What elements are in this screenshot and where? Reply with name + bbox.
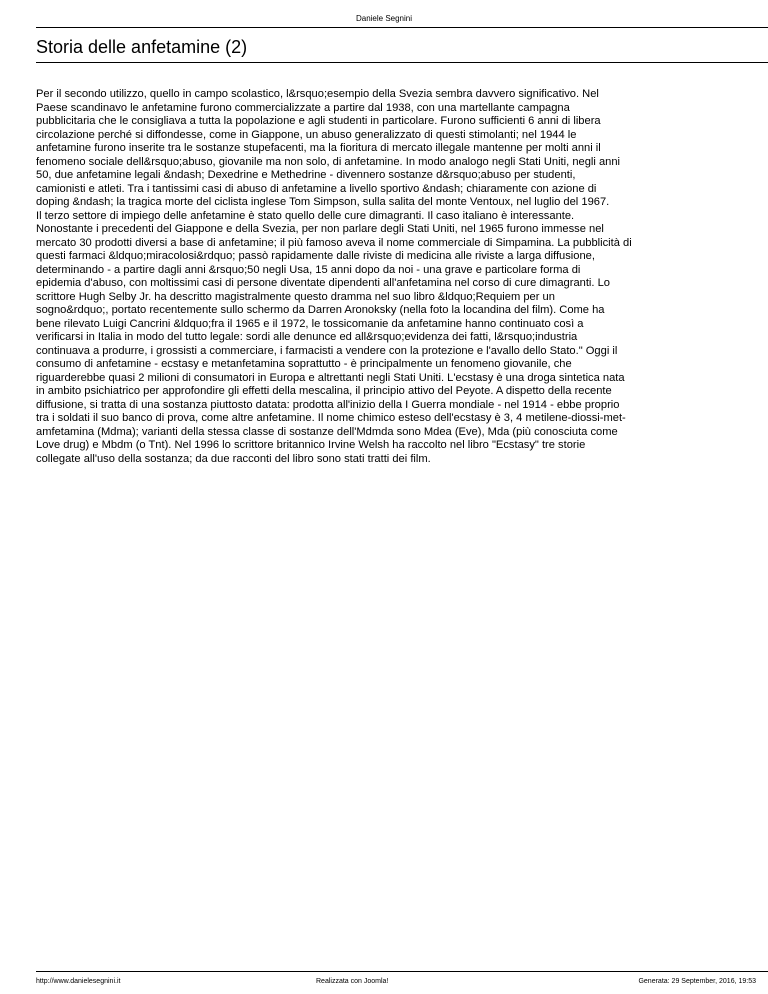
footer-generated-date: Generata: 29 September, 2016, 19:53	[638, 978, 756, 985]
header-divider	[36, 27, 768, 28]
article-body: Per il secondo utilizzo, quello in campo scolastico, l&rsquo;esempio della Svezia sembra davvero significativo. Nel Paese scandinavo le anfetamine furono commercializzate a partire dal 1938, con una martellante campagna pubblicitaria che le consigliava a tutta la popolazione e agli studenti in particolare. Furono sufficienti 6 anni di libera circolazione perché si diffondesse, come in Giappone, un abuso generalizzato di questi stimolanti; nel 1944 le anfetamine furono inserite tra le sostanze stupefacenti, ma la fioritura di mercato illegale mantenne per molti anni il fenomeno sociale dell&rsquo;abuso, giovanile ma non solo, di anfetamine. In modo analogo negli Stati Uniti, negli anni 50, due anfetamine legali &ndash; Dexedrine e Methedrine - divennero sostanze d&rsquo;abuso per studenti, camionisti e atleti. Tra i tantissimi casi di abuso di anfetamine a livello sportivo &ndash; chiaramente con azione di doping &ndash; la tragica morte del ciclista inglese Tom Simpson, sulla salita del monte Ventoux, nel luglio del 1967. Il terzo settore di impiego delle anfetamine è stato quello delle cure dimagranti. Il caso italiano è interessante. Nonostante i precedenti del Giappone e della Svezia, per non parlare degli Stati Uniti, nel 1965 furono immesse nel mercato 30 prodotti diversi a base di anfetamine; il più famoso aveva il nome commerciale di Simpamina. La pubblicità di questi farmaci &ldquo;miracolosi&rdquo; passò rapidamente dalle riviste di medicina alle riviste a larga diffusione, determinando - a partire dagli anni &rsquo;50 negli Usa, 15 anni dopo da noi - una grave e particolare forma di epidemia d'abuso, con moltissimi casi di persone diventate dipendenti all'anfetamina nel corso di cure dimagranti. Lo scrittore Hugh Selby Jr. ha descritto magistralmente questo dramma nel suo libro &ldquo;Requiem per un sogno&rdquo;, portato recentemente sullo schermo da Darren Aronoksky (nella foto la locandina del film). Come ha bene rilevato Luigi Cancrini &ldquo;fra il 1965 e il 1972, le tossicomanie da anfetamine hanno continuato così a verificarsi in Italia in modo del tutto legale: sordi alle denunce ed all&rsquo;evidenza dei fatti, l&rsquo;industria continuava a produrre, i grossisti a commerciare, i farmacisti a vendere con la protezione e l'avallo dello Stato." Oggi il consumo di anfetamine - ecstasy e metanfetamina soprattutto - è principalmente un fenomeno giovanile, che riguarderebbe quasi 2 milioni di consumatori in Europa e altrettanti negli Stati Uniti. L'ecstasy è una droga sintetica nata in ambito psichiatrico per approfondire gli effetti della mescalina, il principio attivo del Peyote. A dispetto della recente diffusione, si tratta di una sostanza piuttosto datata: prodotta all'inizio della I Guerra mondiale - nel 1914 - ebbe proprio tra i soldati il suo banco di prova, come altre anfetamine. Il nome chimico esteso dell'ecstasy è 3, 4 metilene-diossi-met- amfetamina (Mdma); varianti della stessa classe di sostanze dell'Mdmda sono Mdea (Eve), Mda (più conosciuta come Love drug) e Mbdm (o Tnt). Nel 1996 lo scrittore britannico Irvine Welsh ha raccolto nel libro "Ecstasy" tre storie collegate all'uso della sostanza; da due racconti del libro sono stati tratti dei film.	[36, 88, 632, 465]
page-title: Storia delle anfetamine (2)	[36, 37, 248, 57]
footer-divider	[36, 971, 768, 972]
page-header-author: Daniele Segnini	[355, 14, 413, 23]
footer-credit: Realizzata con Joomla!	[316, 978, 389, 985]
title-divider	[36, 62, 768, 63]
footer-url: http://www.danielesegnini.it	[36, 978, 121, 985]
